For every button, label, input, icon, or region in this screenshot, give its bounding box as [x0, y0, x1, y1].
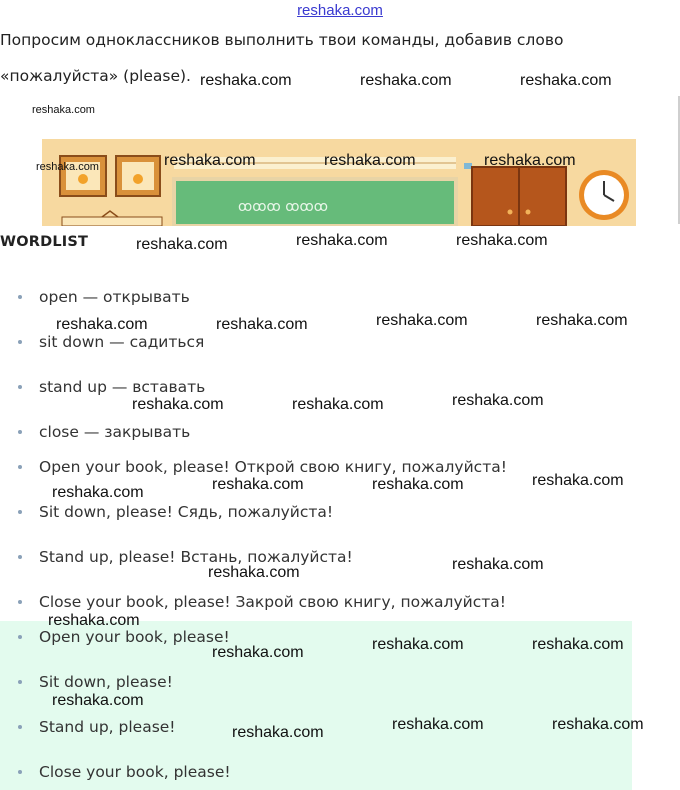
- list-item: stand up — вставать: [18, 378, 205, 396]
- bullet-icon: [18, 680, 22, 684]
- watermark: reshaka.com: [372, 636, 464, 653]
- watermark: reshaka.com: [200, 72, 292, 89]
- bullet-icon: [18, 770, 22, 774]
- watermark: reshaka.com: [452, 556, 544, 573]
- watermark: reshaka.com: [392, 716, 484, 733]
- watermark: reshaka.com: [48, 612, 140, 629]
- bullet-icon: [18, 555, 22, 559]
- bullet-icon: [18, 600, 22, 604]
- bullet-icon: [18, 340, 22, 344]
- watermark: reshaka.com: [208, 564, 300, 581]
- bullet-icon: [18, 430, 22, 434]
- watermark: reshaka.com: [532, 636, 624, 653]
- list-item: sit down — садиться: [18, 333, 204, 351]
- wordlist-heading: WORDLIST: [0, 234, 89, 250]
- site-link[interactable]: reshaka.com: [297, 2, 383, 19]
- watermark: reshaka.com: [292, 396, 384, 413]
- list-item: Open your book, please! Открой свою книгу, пожалуйста!: [18, 458, 507, 476]
- watermark: reshaka.com: [56, 316, 148, 333]
- watermark: reshaka.com: [452, 392, 544, 409]
- highlighted-list-item: Open your book, please!: [18, 628, 230, 646]
- watermark: reshaka.com: [532, 472, 624, 489]
- watermark: reshaka.com: [52, 692, 144, 709]
- watermark: reshaka.com: [32, 104, 95, 116]
- watermark: reshaka.com: [552, 716, 644, 733]
- bullet-icon: [18, 295, 22, 299]
- watermark: reshaka.com: [360, 72, 452, 89]
- classroom-illustration: [42, 139, 636, 226]
- watermark: reshaka.com: [212, 476, 304, 493]
- watermark: reshaka.com: [324, 152, 416, 169]
- list-item: open — открывать: [18, 288, 190, 306]
- watermark: reshaka.com: [132, 396, 224, 413]
- watermark: reshaka.com: [376, 312, 468, 329]
- watermark: reshaka.com: [456, 232, 548, 249]
- watermark: reshaka.com: [232, 724, 324, 741]
- bullet-icon: [18, 510, 22, 514]
- intro-line-2: «пожалуйста» (please).: [0, 67, 191, 85]
- highlighted-list-item: Stand up, please!: [18, 718, 176, 736]
- watermark: reshaka.com: [136, 236, 228, 253]
- bullet-icon: [18, 635, 22, 639]
- bullet-icon: [18, 725, 22, 729]
- highlighted-list-item: Sit down, please!: [18, 673, 173, 691]
- watermark: reshaka.com: [164, 152, 256, 169]
- list-item: Close your book, please! Закрой свою книгу, пожалуйста!: [18, 593, 506, 611]
- watermark: reshaka.com: [484, 152, 576, 169]
- svg-text:ꝏꝏꝏ ꝏꝏꝏ: ꝏꝏꝏ ꝏꝏꝏ: [238, 199, 329, 215]
- watermark: reshaka.com: [52, 484, 144, 501]
- highlighted-list-item: Close your book, please!: [18, 763, 231, 781]
- intro-line-1: Попросим одноклассников выполнить твои команды, добавив слово: [0, 31, 564, 49]
- classroom-icon: [42, 139, 636, 226]
- watermark: reshaka.com: [520, 72, 612, 89]
- watermark: reshaka.com: [216, 316, 308, 333]
- watermark: reshaka.com: [212, 644, 304, 661]
- list-item: close — закрывать: [18, 423, 190, 441]
- watermark: reshaka.com: [296, 232, 388, 249]
- watermark: reshaka.com: [536, 312, 628, 329]
- list-item: Sit down, please! Сядь, пожалуйста!: [18, 503, 333, 521]
- list-item: Stand up, please! Встань, пожалуйста!: [18, 548, 353, 566]
- watermark: reshaka.com: [36, 161, 99, 173]
- watermark: reshaka.com: [372, 476, 464, 493]
- bullet-icon: [18, 465, 22, 469]
- bullet-icon: [18, 385, 22, 389]
